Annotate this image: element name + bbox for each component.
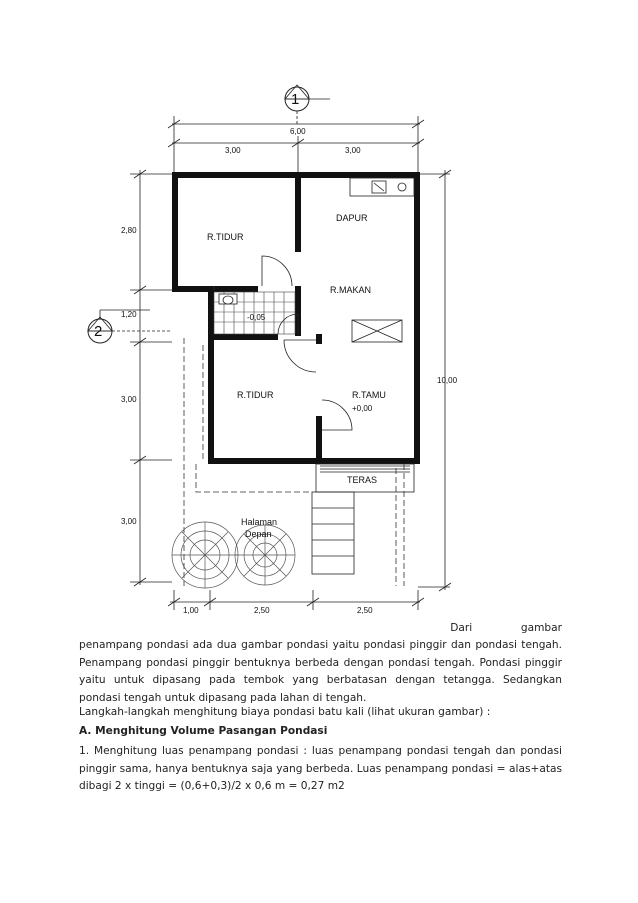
walls [172,172,420,464]
top-dimensions [168,116,424,174]
dim-top-left: 3,00 [225,146,241,155]
lead-words [450,620,562,638]
yard-label-line-2: Depan [245,529,272,539]
dining-table [352,320,402,342]
dim-top-right: 3,00 [345,146,361,155]
bottom-dimensions [168,590,424,610]
dashed-outlines [184,286,404,586]
dim-right-total: 10,00 [437,376,458,385]
doors [262,256,352,430]
paragraph-steps: Langkah-langkah menghitung biaya pondasi batu kali (lihat ukuran gambar) : [79,706,491,718]
dim-left-4: 3,00 [121,517,137,526]
dim-left-3: 3,00 [121,395,137,404]
lead-word-2: gambar [520,622,562,634]
tree-icon [172,522,238,588]
dim-bottom-2: 2,50 [254,606,270,615]
room-label-living: R.TAMU [352,390,386,400]
dim-left-1: 2,80 [121,226,137,235]
lead-word-1: Dari [450,622,473,634]
section-marker-2-label: 2 [94,323,103,340]
front-steps [312,492,354,574]
room-label-kitchen: DAPUR [336,213,368,223]
dim-left-2: 1,20 [121,310,137,319]
bathroom-level: -0,05 [247,313,266,322]
paragraph-intro: penampang pondasi ada dua gambar pondasi yaitu pondasi pinggir dan pondasi tengah. Penampang pondasi pinggir bentuknya berbeda dengan pondasi tengah. Pondasi pinggir yaitu untuk dipasang pada tembok yang berbatasan dengan tetangga. Sedangkan pondasi tengah untuk dipasang pada lahan di tengah. [79,639,562,704]
dim-total-width: 6,00 [290,127,306,136]
dim-bottom-3: 2,50 [357,606,373,615]
section-marker-1-label: 1 [291,91,300,108]
yard-label-line-1: Halaman [241,517,278,527]
living-level: +0,00 [352,404,373,413]
section-heading: A. Menghitung Volume Pasangan Pondasi [79,725,328,737]
dim-bottom-1: 1,00 [183,606,199,615]
room-label-bedroom-1: R.TIDUR [207,232,244,242]
toilet-icon [219,294,237,304]
paragraph-calculation: 1. Menghitung luas penampang pondasi : luas penampang pondasi tengah dan pondasi pinggir sama, hanya bentuknya saja yang berbeda. Luas penampang pondasi = alas+atas dibagi 2 x tinggi = (0,6+0,3)/2 x 0,6 m = 0,27 m2 [79,745,562,792]
room-label-terrace: TERAS [347,475,378,485]
room-label-bedroom-2: R.TIDUR [237,390,274,400]
kitchen-counter [350,178,414,196]
room-label-dining: R.MAKAN [330,285,372,295]
